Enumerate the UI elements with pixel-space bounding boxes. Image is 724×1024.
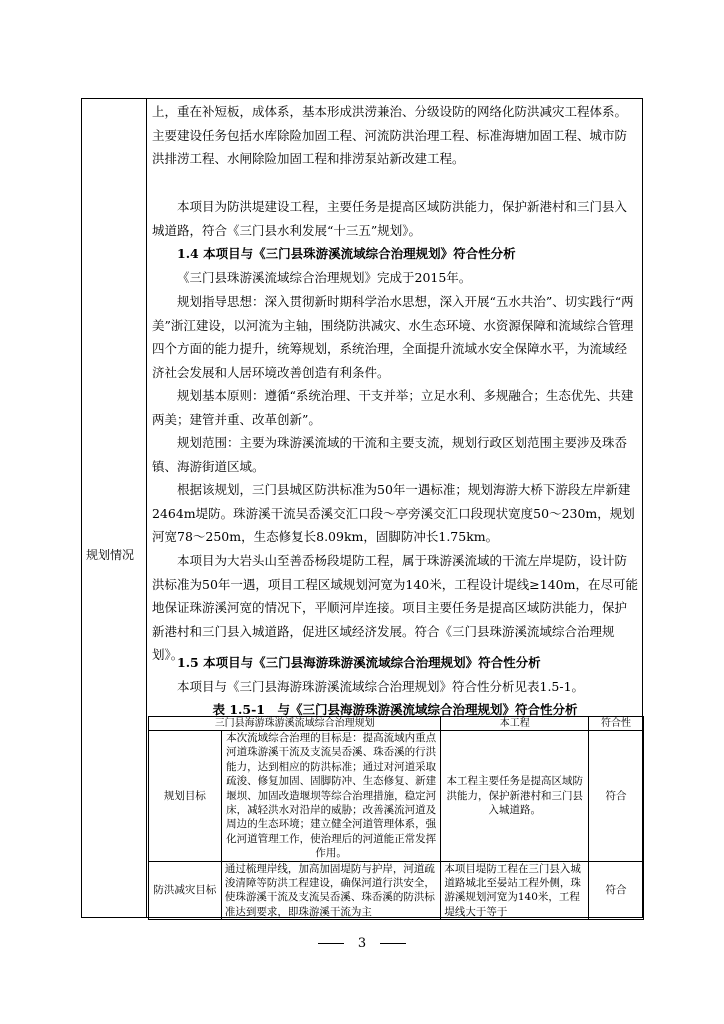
heading-1-5: 1.5 本项目与《三门县海游珠游溪流域综合治理规划》符合性分析 <box>177 655 541 670</box>
header-project: 本工程 <box>441 717 589 731</box>
compliance-table <box>148 716 644 920</box>
left-label: 规划情况 <box>86 548 135 562</box>
page-footer <box>0 936 724 951</box>
footer-dash-left <box>318 943 344 944</box>
row-label: 规划目标 <box>149 731 222 862</box>
row-project: 本项目堤防工程在三门县入城道路城北至晏站工程外侧，珠游溪规划河宽为140米，工程堤线大于等于 <box>441 861 589 920</box>
table-caption: 表 1.5-1 与《三门县海游珠游溪流域综合治理规划》符合性分析 <box>212 702 578 717</box>
row-plan: 本次流域综合治理的目标是：提高流域内重点河道珠游溪干流及支流吴岙溪、珠岙溪的行洪能力，达到相应的防洪标准；通过对河道采取疏浚、修复加固、固脚防冲、生态修复、新建堰坝、加固改造堰坝等综合治理措施，稳定河床，减轻洪水对沿岸的威胁；改善溪流河道及周边的生态环境；建立健全河道管理体系，强化河道管理工作，使治理后的河道能正常发挥作用。 <box>221 731 441 862</box>
row-label: 防洪减灾目标 <box>149 861 222 920</box>
paragraph-9: 本项目与《三门县海游珠游溪流域综合治理规划》符合性分析见表1.5-1。 <box>177 679 585 694</box>
table-row <box>149 861 644 920</box>
paragraph-3: 《三门县珠游溪流域综合治理规划》完成于2015年。 <box>177 270 472 285</box>
row-project: 本工程主要任务是提高区域防洪能力，保护新港村和三门县入城道路。 <box>441 731 589 862</box>
paragraph-6: 规划范围：主要为珠游溪流域的干流和主要支流，规划行政区划范围主要涉及珠岙镇、海游街道区域。 <box>152 435 628 474</box>
content-cell <box>148 99 642 917</box>
row-compliance: 符合 <box>589 861 644 920</box>
table-row <box>149 731 644 862</box>
paragraph-1: 上，重在补短板，成体系，基本形成洪涝兼治、分级设防的网络化防洪减灾工程体系。主要建设任务包括水库除险加固工程、河流防洪治理工程、标准海塘加固工程、城市防洪排涝工程、水闸除险加固工程和排涝泵站新改建工程。 <box>152 104 628 167</box>
paragraph-8: 本项目为大岩头山至善岙杨段堤防工程，属于珠游溪流域的干流左岸堤防，设计防洪标准为50年一遇，项目工程区域规划河宽为140米，工程设计堤线≥140m，在尽可能地保证珠游溪河宽的情况下，平顺河岸连接。项目主要任务是提高区域防洪能力，保护新港村和三门县入城道路，促进区域经济发展。符合《三门县珠游溪流域综合治理规划》。 <box>152 553 638 663</box>
row-compliance: 符合 <box>589 731 644 862</box>
page-number: 3 <box>357 936 367 951</box>
paragraph-2: 本项目为防洪堤建设工程，主要任务是提高区域防洪能力，保护新港村和三门县入城道路，符合《三门县水利发展“十三五”规划》。 <box>152 199 628 238</box>
footer-dash-right <box>380 943 406 944</box>
header-plan: 三门县海游珠游溪流域综合治理规划 <box>149 717 441 731</box>
heading-1-4: 1.4 本项目与《三门县珠游溪流域综合治理规划》符合性分析 <box>177 246 516 261</box>
header-compliance: 符合性 <box>589 717 644 731</box>
main-table <box>81 98 643 918</box>
paragraph-7: 根据该规划，三门县城区防洪标准为50年一遇标准；规划海游大桥下游段左岸新建2464m堤防。珠游溪干流吴岙溪交汇口段～亭旁溪交汇口段现状宽度50～230m，规划河宽78～250m，生态修复长8.09km，固脚防冲长1.75km。 <box>152 482 635 545</box>
left-column <box>82 99 147 917</box>
row-plan: 通过梳理岸线，加高加固堤防与护岸，河道疏浚清障等防洪工程建设，确保河道行洪安全，使珠游溪干流及支流吴岙溪、珠岙溪的防洪标准达到要求，即珠游溪干流为主 <box>221 861 441 920</box>
paragraph-5: 规划基本原则：遵循“系统治理、干支并举；立足水利、多规融合；生态优先、共建两美；建管并重、改革创新”。 <box>152 388 634 427</box>
paragraph-4: 规划指导思想：深入贯彻新时期科学治水思想，深入开展“五水共治”、切实践行“两美”浙江建设，以河流为主轴，围绕防洪减灾、水生态环境、水资源保障和流域综合管理四个方面的能力提升，统筹规划，系统治理，全面提升流域水安全保障水平，为流域经济社会发展和人居环境改善创造有利条件。 <box>152 294 634 380</box>
table-header-row <box>149 717 644 731</box>
